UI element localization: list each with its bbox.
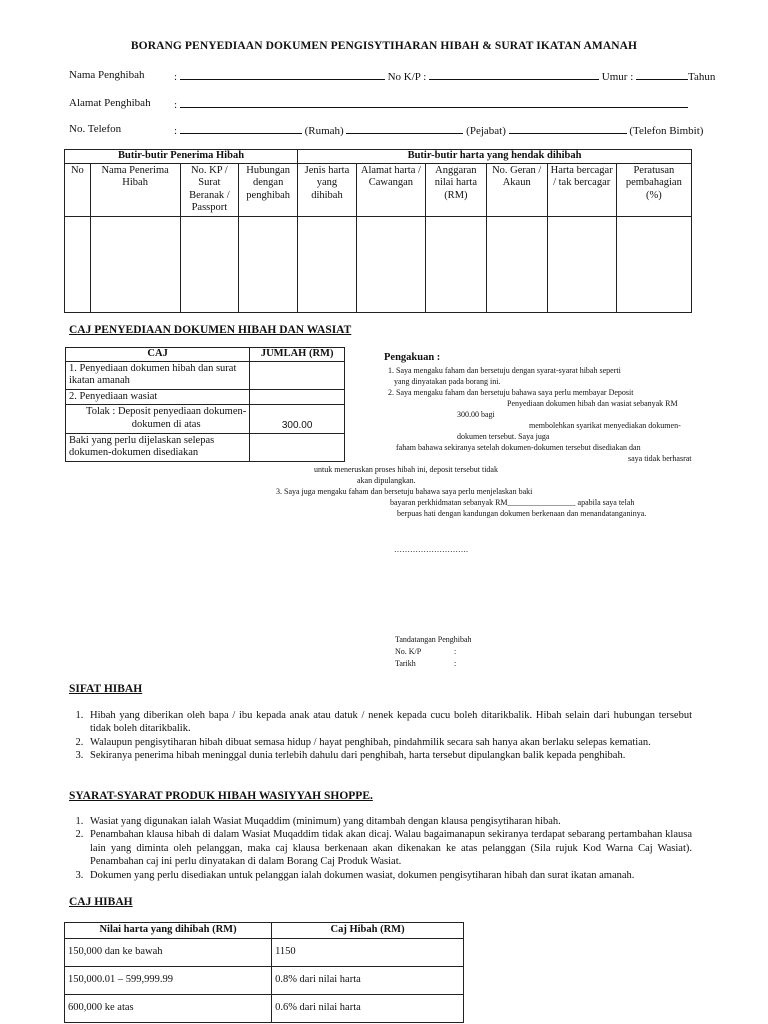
group-penerima-header: Butir-butir Penerima Hibah	[65, 150, 298, 164]
signature-line[interactable]: ……………………….	[394, 545, 468, 554]
jumlah-cell[interactable]	[250, 389, 345, 405]
pengakuan-text: saya tidak berhasrat	[628, 454, 692, 463]
caj-item: Baki yang perlu dijelaskan selepas dokumen-dokumen disediakan	[66, 433, 250, 461]
jumlah-cell[interactable]	[250, 361, 345, 389]
table-row	[65, 216, 692, 312]
nama-penghibah-label: Nama Penghibah	[69, 69, 145, 81]
col-anggaran-nilai: Anggaran nilai harta (RM)	[425, 163, 486, 216]
alamat-row: :	[174, 97, 688, 111]
list-item: 2. Walaupun pengisytiharan hibah dibuat semasa hidup / hayat penghibah, pindahmilik secara sah hanya akan berlaku selepas kematian.	[86, 736, 692, 749]
pengakuan-text: berpuas hati dengan kandungan dokumen berkenaan dan menandatanganinya.	[397, 509, 647, 518]
list-item: 2. Penambahan klausa hibah di dalam Wasiat Muqaddim tidak akan dicaj. Walau bagaimanapun sekiranya terdapat sebarang pertambahan klausa lain yang diminta oleh pelanggan, maka caj klausa berkenaan akan dikenakan ke atas pelanggan (Sila rujuk Kod Warna Caj Wasiat). Penambahan caj ini perlu dinyatakan di dalam Borang Caj Produk Wasiat.	[86, 828, 692, 868]
col-alamat-harta: Alamat harta / Cawangan	[356, 163, 425, 216]
caj-item: Tolak : Deposit penyediaan dokumen-dokumen di atas	[66, 405, 250, 433]
col-no-geran: No. Geran / Akaun	[486, 163, 547, 216]
table-cell[interactable]	[547, 216, 616, 312]
jumlah-col-header: JUMLAH (RM)	[250, 348, 345, 362]
umur-field[interactable]	[636, 69, 688, 80]
telefon-label: No. Telefon	[69, 123, 122, 135]
telefon-bimbit-field[interactable]	[509, 123, 627, 134]
syarat-heading: SYARAT-SYARAT PRODUK HIBAH WASIYYAH SHOPPE.	[69, 790, 373, 802]
table-row	[66, 433, 345, 461]
table-cell[interactable]	[65, 216, 91, 312]
sifat-hibah-list	[66, 709, 692, 763]
col-nama-penerima: Nama Penerima Hibah	[90, 163, 180, 216]
col-peratusan: Peratusan pembahagian (%)	[616, 163, 691, 216]
col-no-kp: No. KP / Surat Beranak / Passport	[180, 163, 239, 216]
sifat-hibah-heading: SIFAT HIBAH	[69, 683, 143, 695]
pengakuan-text: 1. Saya mengaku faham dan bersetuju dengan syarat-syarat hibah seperti	[388, 366, 621, 375]
pengakuan-text: bayaran perkhidmatan sebanyak RM_________________ apabila saya telah	[390, 498, 635, 507]
pengakuan-text: 3. Saya juga mengaku faham dan bersetuju bahawa saya perlu menjelaskan baki	[276, 487, 533, 496]
syarat-list	[66, 815, 692, 882]
penerima-harta-table	[64, 149, 692, 313]
nama-penghibah-row: : No K/P : Umur : Tahun	[174, 71, 716, 83]
caj-col-header: CAJ	[66, 348, 250, 362]
tarikh-label: Tarikh	[395, 659, 416, 668]
table-row	[65, 994, 464, 1022]
table-row	[65, 938, 464, 966]
no-kp-field[interactable]	[429, 69, 599, 80]
caj-cell: 0.6% dari nilai harta	[272, 994, 464, 1022]
pengakuan-text: 300.00 bagi	[457, 410, 495, 419]
telefon-pejabat-field[interactable]	[346, 123, 463, 134]
caj-cell: 0.8% dari nilai harta	[272, 966, 464, 994]
table-cell[interactable]	[298, 216, 357, 312]
table-row	[66, 405, 345, 433]
telefon-row: : (Rumah) (Pejabat) (Telefon Bimbit)	[174, 125, 704, 137]
group-harta-header: Butir-butir harta yang hendak dihibah	[298, 150, 692, 164]
pengakuan-text: 2. Saya mengaku faham dan bersetuju bahawa saya perlu membayar Deposit	[388, 388, 634, 397]
table-row	[66, 361, 345, 389]
caj-item: 2. Penyediaan wasiat	[66, 389, 250, 405]
alamat-field[interactable]	[180, 97, 688, 108]
caj-item: 1. Penyediaan dokumen hibah dan surat ikatan amanah	[66, 361, 250, 389]
table-cell[interactable]	[486, 216, 547, 312]
list-item: 3. Dokumen yang perlu disediakan untuk pelanggan ialah dokumen wasiat, dokumen pengisytiharan hibah dan surat ikatan amanah.	[86, 869, 692, 882]
table-cell[interactable]	[239, 216, 298, 312]
nama-penghibah-field[interactable]	[180, 69, 385, 80]
caj-penyediaan-heading: CAJ PENYEDIAAN DOKUMEN HIBAH DAN WASIAT	[69, 324, 352, 336]
table-cell[interactable]	[616, 216, 691, 312]
nilai-cell: 150,000 dan ke bawah	[65, 938, 272, 966]
kp-colon: :	[454, 647, 457, 656]
kp-label: No. K/P	[395, 647, 422, 656]
caj-penyediaan-table	[65, 347, 345, 462]
col-harta-bercagar: Harta bercagar / tak bercagar	[547, 163, 616, 216]
list-item: 3. Sekiranya penerima hibah meninggal dunia terlebih dahulu dari penghibah, harta tersebut dipulangkan balik kepada penghibah.	[86, 749, 692, 762]
table-cell[interactable]	[180, 216, 239, 312]
nilai-cell: 150,000.01 – 599,999.99	[65, 966, 272, 994]
caj-cell: 1150	[272, 938, 464, 966]
table-row	[66, 389, 345, 405]
tarikh-colon: :	[454, 659, 457, 668]
jumlah-cell: 300.00	[250, 405, 345, 433]
alamat-label: Alamat Penghibah	[69, 97, 151, 109]
pengakuan-text: Penyediaan dokumen hibah dan wasiat sebanyak RM	[507, 399, 678, 408]
pengakuan-text: dokumen tersebut. Saya juga	[457, 432, 550, 441]
list-item: 1. Hibah yang diberikan oleh bapa / ibu kepada anak atau datuk / nenek kepada cucu boleh ditarikbalik. Hibah selain dari hubungan tersebut tidak boleh ditarikbalik.	[86, 709, 692, 736]
caj-hibah-table	[64, 922, 464, 1023]
caj-hibah-heading: CAJ HIBAH	[69, 896, 133, 908]
form-title: BORANG PENYEDIAAN DOKUMEN PENGISYTIHARAN HIBAH & SURAT IKATAN AMANAH	[130, 40, 638, 52]
table-row	[65, 966, 464, 994]
tandatangan-label: Tandatangan Penghibah	[395, 635, 472, 644]
pengakuan-text: akan dipulangkan.	[357, 476, 416, 485]
list-item: 1. Wasiat yang digunakan ialah Wasiat Muqaddim (minimum) yang ditambah dengan klausa pengisytiharan hibah.	[86, 815, 692, 828]
pengakuan-heading: Pengakuan :	[384, 352, 441, 363]
pengakuan-text: yang dinyatakan pada borang ini.	[394, 377, 501, 386]
table-cell[interactable]	[90, 216, 180, 312]
jumlah-cell[interactable]	[250, 433, 345, 461]
table-cell[interactable]	[425, 216, 486, 312]
col-no: No	[65, 163, 91, 216]
table-cell[interactable]	[356, 216, 425, 312]
pengakuan-text: untuk meneruskan proses hibah ini, deposit tersebut tidak	[314, 465, 498, 474]
col-hubungan: Hubungan dengan penghibah	[239, 163, 298, 216]
pengakuan-text: membolehkan syarikat menyediakan dokumen-	[529, 421, 681, 430]
col-jenis-harta: Jenis harta yang dihibah	[298, 163, 357, 216]
caj-hibah-col-header: Caj Hibah (RM)	[272, 923, 464, 939]
nilai-col-header: Nilai harta yang dihibah (RM)	[65, 923, 272, 939]
nilai-cell: 600,000 ke atas	[65, 994, 272, 1022]
pengakuan-text: faham bahawa sekiranya setelah dokumen-dokumen tersebut disediakan dan	[396, 443, 641, 452]
telefon-rumah-field[interactable]	[180, 123, 302, 134]
